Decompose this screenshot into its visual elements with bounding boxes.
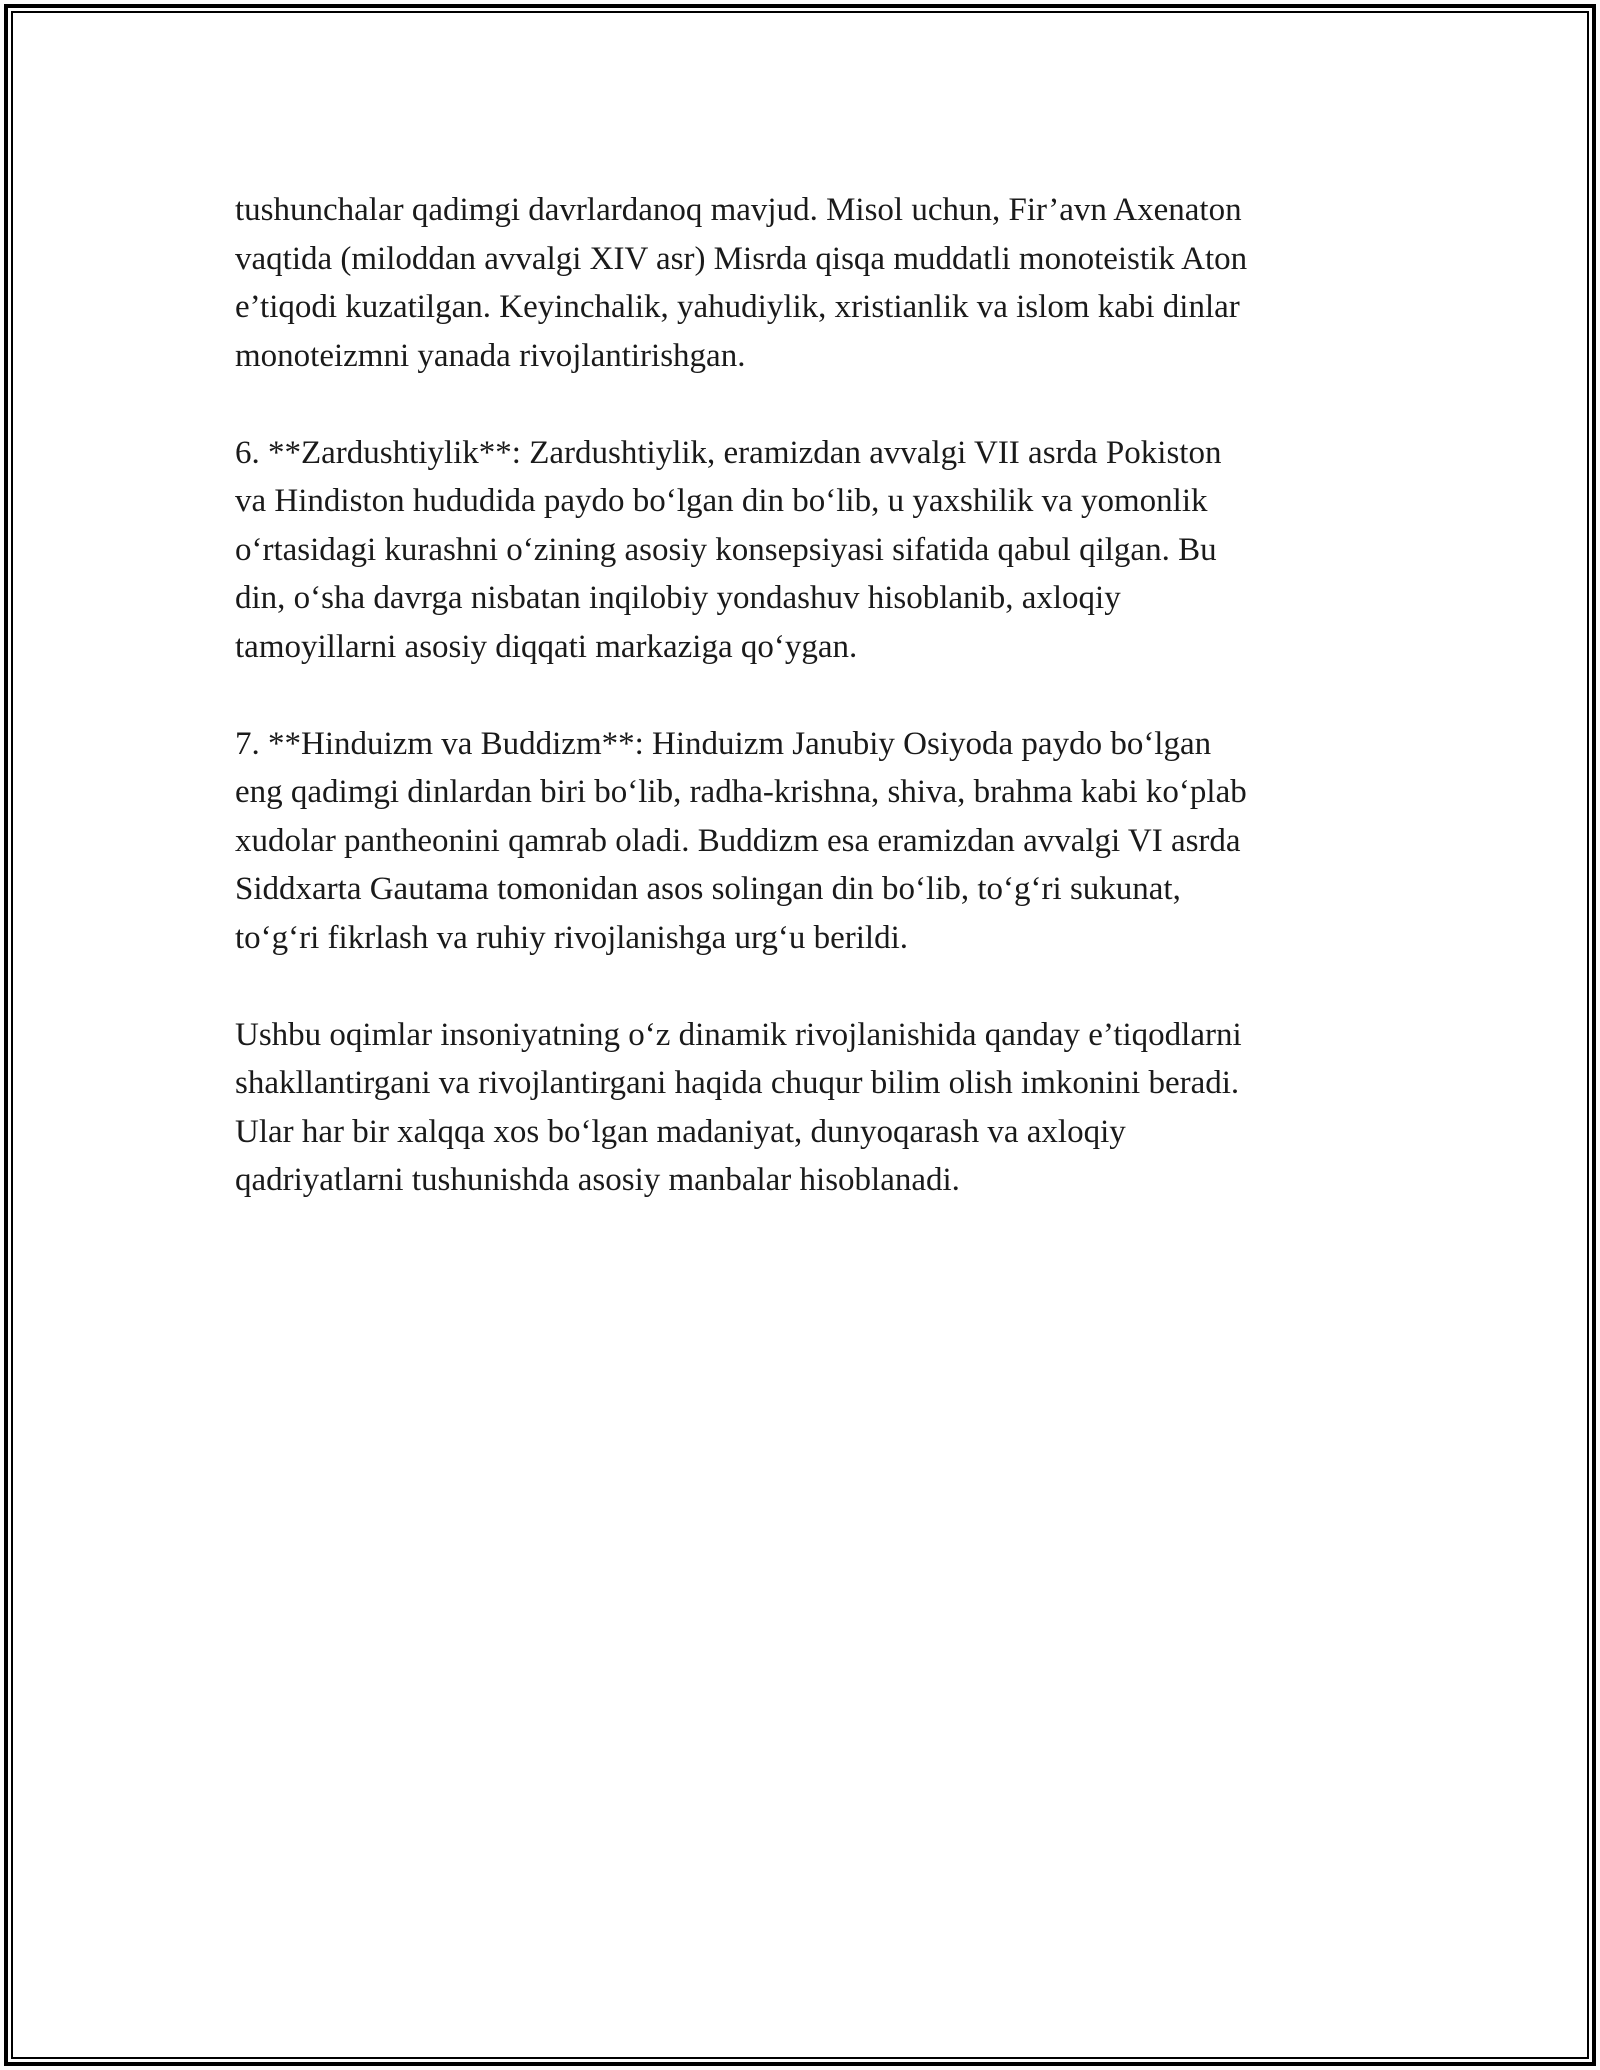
- text-line: eng qadimgi dinlardan biri bo‘lib, radha-krishna, shiva, brahma kabi ko‘plab: [235, 774, 1247, 810]
- paragraph-hinduism-buddhism: [235, 720, 1375, 963]
- paragraph-conclusion: [235, 1011, 1375, 1205]
- text-line: to‘g‘ri fikrlash va ruhiy rivojlanishga urg‘u berildi.: [235, 919, 908, 956]
- text-line: Ular har bir xalqqa xos bo‘lgan madaniyat, dunyoqarash va axloqiy: [235, 1113, 1126, 1150]
- text-line: tamoyillarni asosiy diqqati markaziga qo‘ygan.: [235, 628, 858, 665]
- text-line: tushunchalar qadimgi davrlardanoq mavjud. Misol uchun, Fir’avn Axenaton: [235, 192, 1242, 228]
- text-line: qadriyatlarni tushunishda asosiy manbalar hisoblanadi.: [235, 1162, 960, 1198]
- paragraph-zoroastrianism: [235, 429, 1375, 672]
- text-line: monoteizmni yanada rivojlantirishgan.: [235, 337, 746, 374]
- text-line: shakllantirgani va rivojlantirgani haqida chuqur bilim olish imkonini beradi.: [235, 1065, 1240, 1101]
- text-line: 7. **Hinduizm va Buddizm**: Hinduizm Janubiy Osiyoda paydo bo‘lgan: [235, 725, 1212, 762]
- text-line: o‘rtasidagi kurashni o‘zining asosiy konsepsiyasi sifatida qabul qilgan. Bu: [235, 531, 1217, 568]
- text-line: 6. **Zardushtiylik**: Zardushtiylik, eramizdan avvalgi VII asrda Pokiston: [235, 434, 1222, 471]
- document-body: [235, 186, 1375, 1253]
- text-line: Ushbu oqimlar insoniyatning o‘z dinamik rivojlanishida qanday e’tiqodlarni: [235, 1016, 1242, 1053]
- text-line: va Hindiston hududida paydo bo‘lgan din bo‘lib, u yaxshilik va yomonlik: [235, 483, 1208, 519]
- text-line: Siddxarta Gautama tomonidan asos solingan din bo‘lib, to‘g‘ri sukunat,: [235, 871, 1181, 907]
- text-line: din, o‘sha davrga nisbatan inqilobiy yondashuv hisoblanib, axloqiy: [235, 580, 1121, 616]
- text-line: vaqtida (miloddan avvalgi XIV asr) Misrda qisqa muddatli monoteistik Aton: [235, 240, 1248, 277]
- text-line: e’tiqodi kuzatilgan. Keyinchalik, yahudiylik, xristianlik va islom kabi dinlar: [235, 289, 1240, 325]
- text-line: xudolar pantheonini qamrab oladi. Buddizm esa eramizdan avvalgi VI asrda: [235, 822, 1241, 859]
- paragraph-monotheism: [235, 186, 1375, 380]
